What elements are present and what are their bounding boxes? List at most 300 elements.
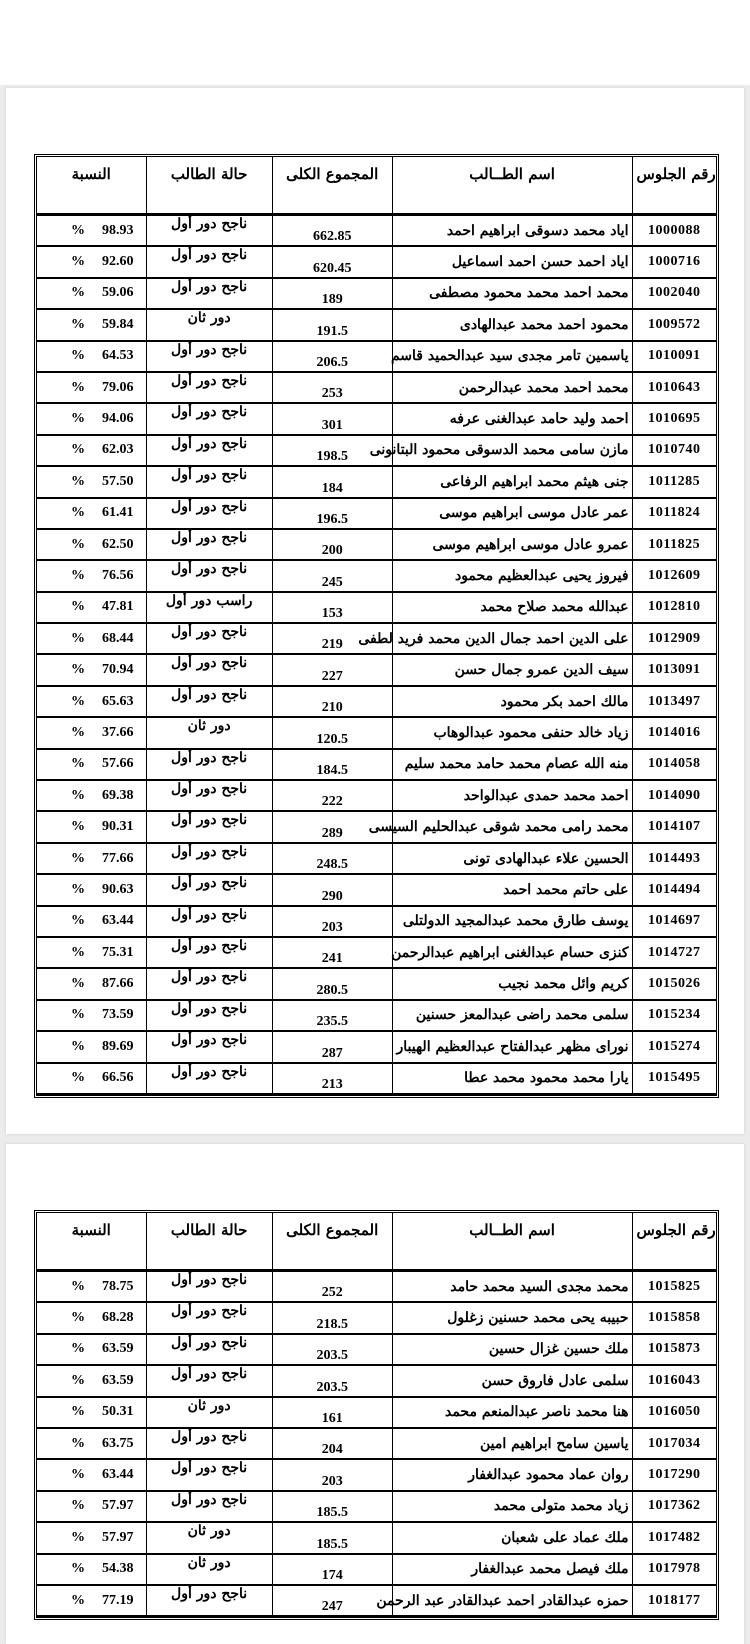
percent-symbol: %	[71, 1467, 85, 1483]
student-name-cell: محمود احمد محمد عبدالهادى	[393, 310, 633, 341]
status-cell: ناجح دور أول	[147, 499, 273, 530]
seat-number-cell: 1014697	[633, 907, 716, 938]
header-status: حالة الطالب	[147, 157, 273, 216]
percent-value: 59.84	[102, 316, 134, 332]
student-name-cell: منه الله عصام محمد حامد محمد سليم	[393, 750, 633, 781]
seat-number-cell: 1017034	[633, 1429, 716, 1460]
table-row	[37, 342, 716, 373]
total-cell: 120.5	[273, 718, 393, 749]
student-name-cell: مالك احمد بكر محمود	[393, 687, 633, 718]
percent-value: 65.63	[102, 693, 134, 709]
student-name-cell: احمد وليد حامد عبدالغنى عرفه	[393, 404, 633, 435]
table-row	[37, 655, 716, 686]
table-row	[37, 1366, 716, 1397]
status-cell: ناجح دور أول	[147, 530, 273, 561]
student-name-cell: الحسين علاء عبدالهادى تونى	[393, 844, 633, 875]
table-row	[37, 875, 716, 906]
percent-cell	[37, 499, 147, 530]
percent-cell	[37, 1366, 147, 1397]
percent-value: 57.66	[102, 756, 134, 772]
percent-value: 57.97	[102, 1529, 134, 1545]
status-cell: ناجح دور أول	[147, 1586, 273, 1617]
header-seat-number: رقم الجلوس	[633, 157, 716, 216]
total-cell: 247	[273, 1586, 393, 1617]
status-cell: ناجح دور أول	[147, 907, 273, 938]
total-cell: 620.45	[273, 247, 393, 278]
percent-symbol: %	[71, 1404, 85, 1420]
percent-cell	[37, 342, 147, 373]
percent-value: 66.56	[102, 1070, 134, 1086]
percent-cell	[37, 1523, 147, 1554]
percent-value: 76.56	[102, 567, 134, 583]
table-row	[37, 1335, 716, 1366]
total-cell: 252	[273, 1272, 393, 1303]
seat-number-cell: 1014494	[633, 875, 716, 906]
status-cell: دور ثان	[147, 718, 273, 749]
seat-number-cell: 1011285	[633, 467, 716, 498]
student-name-cell: محمد رامى محمد شوقى عبدالحليم السيسى	[393, 812, 633, 843]
percent-value: 68.28	[102, 1310, 134, 1326]
percent-cell	[37, 404, 147, 435]
percent-value: 54.38	[102, 1561, 134, 1577]
percent-value: 69.38	[102, 787, 134, 803]
percent-value: 79.06	[102, 379, 134, 395]
percent-cell	[37, 1303, 147, 1334]
percent-value: 61.41	[102, 505, 134, 521]
total-cell: 287	[273, 1032, 393, 1063]
student-name-cell: ياسمين تامر مجدى سيد عبدالحميد قاسم	[393, 342, 633, 373]
seat-number-cell: 1013497	[633, 687, 716, 718]
total-cell: 174	[273, 1555, 393, 1586]
table-header-row	[37, 1213, 716, 1272]
status-cell: ناجح دور أول	[147, 561, 273, 592]
table-row	[37, 499, 716, 530]
seat-number-cell: 1015495	[633, 1064, 716, 1095]
percent-cell	[37, 467, 147, 498]
seat-number-cell: 1015274	[633, 1032, 716, 1063]
table-row	[37, 687, 716, 718]
percent-symbol: %	[71, 787, 85, 803]
table-row	[37, 1398, 716, 1429]
student-name-cell: عمرو عادل موسى ابراهيم موسى	[393, 530, 633, 561]
total-cell: 153	[273, 593, 393, 624]
status-cell: ناجح دور أول	[147, 875, 273, 906]
table-row	[37, 1001, 716, 1032]
percent-value: 77.66	[102, 850, 134, 866]
table-row	[37, 310, 716, 341]
status-cell: راسب دور أول	[147, 593, 273, 624]
percent-cell	[37, 1272, 147, 1303]
percent-value: 64.53	[102, 348, 134, 364]
seat-number-cell: 1014107	[633, 812, 716, 843]
percent-symbol: %	[71, 348, 85, 364]
percent-cell	[37, 844, 147, 875]
percent-cell	[37, 1492, 147, 1523]
header-total: المجموع الكلى	[273, 157, 393, 216]
seat-number-cell: 1016043	[633, 1366, 716, 1397]
student-name-cell: جنى هيثم محمد ابراهيم الرفاعى	[393, 467, 633, 498]
seat-number-cell: 1014090	[633, 781, 716, 812]
header-status: حالة الطالب	[147, 1213, 273, 1272]
percent-symbol: %	[71, 505, 85, 521]
status-cell: ناجح دور أول	[147, 781, 273, 812]
percent-symbol: %	[71, 1070, 85, 1086]
student-name-cell: نوراى مظهر عبدالفتاح عبدالعظيم الهيبار	[393, 1032, 633, 1063]
table-header-row	[37, 157, 716, 216]
seat-number-cell: 1015858	[633, 1303, 716, 1334]
student-name-cell: ملك حسين غزال حسين	[393, 1335, 633, 1366]
status-cell: ناجح دور أول	[147, 624, 273, 655]
table-row	[37, 1492, 716, 1523]
seat-number-cell: 1013091	[633, 655, 716, 686]
total-cell: 218.5	[273, 1303, 393, 1334]
percent-value: 63.75	[102, 1435, 134, 1451]
student-name-cell: كنزى حسام عبدالغنى ابراهيم عبدالرحمن	[393, 938, 633, 969]
total-cell: 196.5	[273, 499, 393, 530]
percent-value: 63.44	[102, 913, 134, 929]
percent-cell	[37, 593, 147, 624]
percent-symbol: %	[71, 630, 85, 646]
student-name-cell: عبدالله محمد صلاح محمد	[393, 593, 633, 624]
seat-number-cell: 1014058	[633, 750, 716, 781]
total-cell: 184	[273, 467, 393, 498]
table-row	[37, 1586, 716, 1617]
total-cell: 253	[273, 373, 393, 404]
total-cell: 290	[273, 875, 393, 906]
seat-number-cell: 1017362	[633, 1492, 716, 1523]
seat-number-cell: 1017978	[633, 1555, 716, 1586]
percent-cell	[37, 750, 147, 781]
student-name-cell: سلمى عادل فاروق حسن	[393, 1366, 633, 1397]
status-cell: ناجح دور أول	[147, 812, 273, 843]
seat-number-cell: 1014727	[633, 938, 716, 969]
seat-number-cell: 1012609	[633, 561, 716, 592]
percent-symbol: %	[71, 599, 85, 615]
percent-cell	[37, 624, 147, 655]
percent-cell	[37, 907, 147, 938]
status-cell: ناجح دور أول	[147, 342, 273, 373]
results-table	[34, 154, 719, 1098]
percent-symbol: %	[71, 913, 85, 929]
total-cell: 301	[273, 404, 393, 435]
table-row	[37, 1555, 716, 1586]
student-name-cell: اياد محمد دسوقى ابراهيم احمد	[393, 216, 633, 247]
status-cell: ناجح دور أول	[147, 279, 273, 310]
percent-symbol: %	[71, 724, 85, 740]
table-row	[37, 938, 716, 969]
percent-value: 87.66	[102, 976, 134, 992]
percent-cell	[37, 1032, 147, 1063]
seat-number-cell: 1014016	[633, 718, 716, 749]
percent-symbol: %	[71, 442, 85, 458]
header-seat-number: رقم الجلوس	[633, 1213, 716, 1272]
percent-cell	[37, 875, 147, 906]
student-name-cell: حبيبه يحى محمد حسنين زغلول	[393, 1303, 633, 1334]
percent-value: 68.44	[102, 630, 134, 646]
total-cell: 203	[273, 1460, 393, 1491]
student-name-cell: سيف الدين عمرو جمال حسن	[393, 655, 633, 686]
table-row	[37, 279, 716, 310]
percent-value: 50.31	[102, 1404, 134, 1420]
total-cell: 185.5	[273, 1492, 393, 1523]
student-name-cell: كريم وائل محمد نجيب	[393, 969, 633, 1000]
results-page-2	[6, 1144, 744, 1644]
seat-number-cell: 1000716	[633, 247, 716, 278]
seat-number-cell: 1017482	[633, 1523, 716, 1554]
status-cell: ناجح دور أول	[147, 467, 273, 498]
table-row	[37, 436, 716, 467]
total-cell: 161	[273, 1398, 393, 1429]
percent-symbol: %	[71, 1310, 85, 1326]
table-row	[37, 750, 716, 781]
percent-cell	[37, 1064, 147, 1095]
percent-cell	[37, 1429, 147, 1460]
total-cell: 222	[273, 781, 393, 812]
total-cell: 245	[273, 561, 393, 592]
total-cell: 200	[273, 530, 393, 561]
percent-symbol: %	[71, 944, 85, 960]
percent-symbol: %	[71, 254, 85, 270]
status-cell: ناجح دور أول	[147, 373, 273, 404]
student-name-cell: ياسين سامح ابراهيم امين	[393, 1429, 633, 1460]
percent-value: 89.69	[102, 1038, 134, 1054]
seat-number-cell: 1016050	[633, 1398, 716, 1429]
total-cell: 184.5	[273, 750, 393, 781]
student-name-cell: مازن سامى محمد الدسوقى محمود البتانونى	[393, 436, 633, 467]
percent-value: 92.60	[102, 254, 134, 270]
table-row	[37, 781, 716, 812]
percent-value: 63.59	[102, 1341, 134, 1357]
student-name-cell: زياد خالد حنفى محمود عبدالوهاب	[393, 718, 633, 749]
status-cell: ناجح دور أول	[147, 1032, 273, 1063]
percent-symbol: %	[71, 1341, 85, 1357]
student-name-cell: ملك عماد على شعبان	[393, 1523, 633, 1554]
percent-value: 75.31	[102, 944, 134, 960]
percent-symbol: %	[71, 881, 85, 897]
status-cell: ناجح دور أول	[147, 1460, 273, 1491]
percent-cell	[37, 530, 147, 561]
header-percent: النسبة	[37, 1213, 147, 1272]
table-row	[37, 247, 716, 278]
status-cell: ناجح دور أول	[147, 687, 273, 718]
student-name-cell: فيروز يحيى عبدالعظيم محمود	[393, 561, 633, 592]
results-page-1	[6, 88, 744, 1134]
status-cell: ناجح دور أول	[147, 1272, 273, 1303]
percent-value: 57.97	[102, 1498, 134, 1514]
status-cell: دور ثان	[147, 1555, 273, 1586]
status-cell: ناجح دور أول	[147, 1064, 273, 1095]
percent-value: 98.93	[102, 222, 134, 238]
student-name-cell: يارا محمد محمود محمد عطا	[393, 1064, 633, 1095]
percent-value: 70.94	[102, 662, 134, 678]
status-cell: دور ثان	[147, 1398, 273, 1429]
status-cell: ناجح دور أول	[147, 969, 273, 1000]
table-row	[37, 1303, 716, 1334]
table-row	[37, 718, 716, 749]
percent-symbol: %	[71, 976, 85, 992]
seat-number-cell: 1015234	[633, 1001, 716, 1032]
percent-cell	[37, 687, 147, 718]
percent-symbol: %	[71, 850, 85, 866]
percent-symbol: %	[71, 285, 85, 301]
student-name-cell: هنا محمد ناصر عبدالمنعم محمد	[393, 1398, 633, 1429]
total-cell: 227	[273, 655, 393, 686]
percent-value: 73.59	[102, 1007, 134, 1023]
percent-value: 63.44	[102, 1467, 134, 1483]
percent-symbol: %	[71, 1561, 85, 1577]
percent-symbol: %	[71, 693, 85, 709]
total-cell: 203.5	[273, 1366, 393, 1397]
table-row	[37, 812, 716, 843]
seat-number-cell: 1009572	[633, 310, 716, 341]
percent-symbol: %	[71, 1592, 85, 1608]
status-cell: ناجح دور أول	[147, 436, 273, 467]
seat-number-cell: 1018177	[633, 1586, 716, 1617]
table-row	[37, 593, 716, 624]
student-name-cell: محمد احمد محمد محمود مصطفى	[393, 279, 633, 310]
seat-number-cell: 1010695	[633, 404, 716, 435]
percent-cell	[37, 781, 147, 812]
student-name-cell: عمر عادل موسى ابراهيم موسى	[393, 499, 633, 530]
status-cell: ناجح دور أول	[147, 1492, 273, 1523]
table-row	[37, 969, 716, 1000]
table-row	[37, 1032, 716, 1063]
seat-number-cell: 1010740	[633, 436, 716, 467]
percent-symbol: %	[71, 1038, 85, 1054]
total-cell: 213	[273, 1064, 393, 1095]
percent-value: 90.31	[102, 819, 134, 835]
percent-value: 62.03	[102, 442, 134, 458]
percent-cell	[37, 279, 147, 310]
total-cell: 203	[273, 907, 393, 938]
table-row	[37, 907, 716, 938]
seat-number-cell: 1010643	[633, 373, 716, 404]
student-name-cell: محمد احمد محمد عبدالرحمن	[393, 373, 633, 404]
table-row	[37, 530, 716, 561]
table-row	[37, 1064, 716, 1095]
seat-number-cell: 1015026	[633, 969, 716, 1000]
percent-symbol: %	[71, 662, 85, 678]
total-cell: 280.5	[273, 969, 393, 1000]
percent-value: 37.66	[102, 724, 134, 740]
percent-cell	[37, 1586, 147, 1617]
percent-symbol: %	[71, 819, 85, 835]
table-row	[37, 844, 716, 875]
percent-value: 63.59	[102, 1372, 134, 1388]
total-cell: 662.85	[273, 216, 393, 247]
table-row	[37, 404, 716, 435]
percent-cell	[37, 1001, 147, 1032]
total-cell: 241	[273, 938, 393, 969]
percent-value: 59.06	[102, 285, 134, 301]
total-cell: 219	[273, 624, 393, 655]
percent-cell	[37, 310, 147, 341]
table-row	[37, 1272, 716, 1303]
percent-cell	[37, 938, 147, 969]
table-row	[37, 1429, 716, 1460]
status-cell: ناجح دور أول	[147, 1366, 273, 1397]
total-cell: 289	[273, 812, 393, 843]
student-name-cell: على حاتم محمد احمد	[393, 875, 633, 906]
percent-cell	[37, 1555, 147, 1586]
percent-value: 62.50	[102, 536, 134, 552]
total-cell: 198.5	[273, 436, 393, 467]
percent-value: 94.06	[102, 411, 134, 427]
total-cell: 248.5	[273, 844, 393, 875]
student-name-cell: روان عماد محمود عبدالغفار	[393, 1460, 633, 1491]
total-cell: 189	[273, 279, 393, 310]
percent-symbol: %	[71, 222, 85, 238]
table-row	[37, 373, 716, 404]
seat-number-cell: 1017290	[633, 1460, 716, 1491]
percent-cell	[37, 1460, 147, 1491]
status-cell: ناجح دور أول	[147, 1303, 273, 1334]
percent-symbol: %	[71, 1435, 85, 1451]
status-cell: ناجح دور أول	[147, 404, 273, 435]
status-cell: ناجح دور أول	[147, 216, 273, 247]
total-cell: 185.5	[273, 1523, 393, 1554]
percent-symbol: %	[71, 1007, 85, 1023]
percent-symbol: %	[71, 1529, 85, 1545]
percent-symbol: %	[71, 473, 85, 489]
header-total: المجموع الكلى	[273, 1213, 393, 1272]
percent-symbol: %	[71, 379, 85, 395]
percent-value: 47.81	[102, 599, 134, 615]
percent-cell	[37, 561, 147, 592]
student-name-cell: سلمى محمد راضى عبدالمعز حسنين	[393, 1001, 633, 1032]
total-cell: 235.5	[273, 1001, 393, 1032]
student-name-cell: اياد احمد حسن احمد اسماعيل	[393, 247, 633, 278]
top-blank-area	[0, 0, 750, 85]
seat-number-cell: 1012909	[633, 624, 716, 655]
percent-value: 57.50	[102, 473, 134, 489]
table-row	[37, 467, 716, 498]
status-cell: ناجح دور أول	[147, 1429, 273, 1460]
results-table	[34, 1210, 719, 1620]
status-cell: ناجح دور أول	[147, 844, 273, 875]
seat-number-cell: 1011824	[633, 499, 716, 530]
status-cell: ناجح دور أول	[147, 655, 273, 686]
seat-number-cell: 1011825	[633, 530, 716, 561]
header-percent: النسبة	[37, 157, 147, 216]
status-cell: ناجح دور أول	[147, 247, 273, 278]
percent-value: 77.19	[102, 1592, 134, 1608]
percent-cell	[37, 655, 147, 686]
percent-symbol: %	[71, 1498, 85, 1514]
status-cell: ناجح دور أول	[147, 1001, 273, 1032]
percent-cell	[37, 1335, 147, 1366]
percent-symbol: %	[71, 1372, 85, 1388]
seat-number-cell: 1002040	[633, 279, 716, 310]
status-cell: ناجح دور أول	[147, 938, 273, 969]
total-cell: 203.5	[273, 1335, 393, 1366]
student-name-cell: على الدين احمد جمال الدين محمد فريد لطفى	[393, 624, 633, 655]
percent-symbol: %	[71, 567, 85, 583]
percent-symbol: %	[71, 756, 85, 772]
percent-cell	[37, 216, 147, 247]
total-cell: 210	[273, 687, 393, 718]
header-name: اسم الطــالب	[393, 157, 633, 216]
student-name-cell: يوسف طارق محمد عبدالمجيد الدولتلى	[393, 907, 633, 938]
total-cell: 206.5	[273, 342, 393, 373]
student-name-cell: محمد مجدى السيد محمد حامد	[393, 1272, 633, 1303]
table-row	[37, 1523, 716, 1554]
seat-number-cell: 1015873	[633, 1335, 716, 1366]
percent-symbol: %	[71, 316, 85, 332]
percent-cell	[37, 247, 147, 278]
student-name-cell: زياد محمد متولى محمد	[393, 1492, 633, 1523]
percent-cell	[37, 812, 147, 843]
